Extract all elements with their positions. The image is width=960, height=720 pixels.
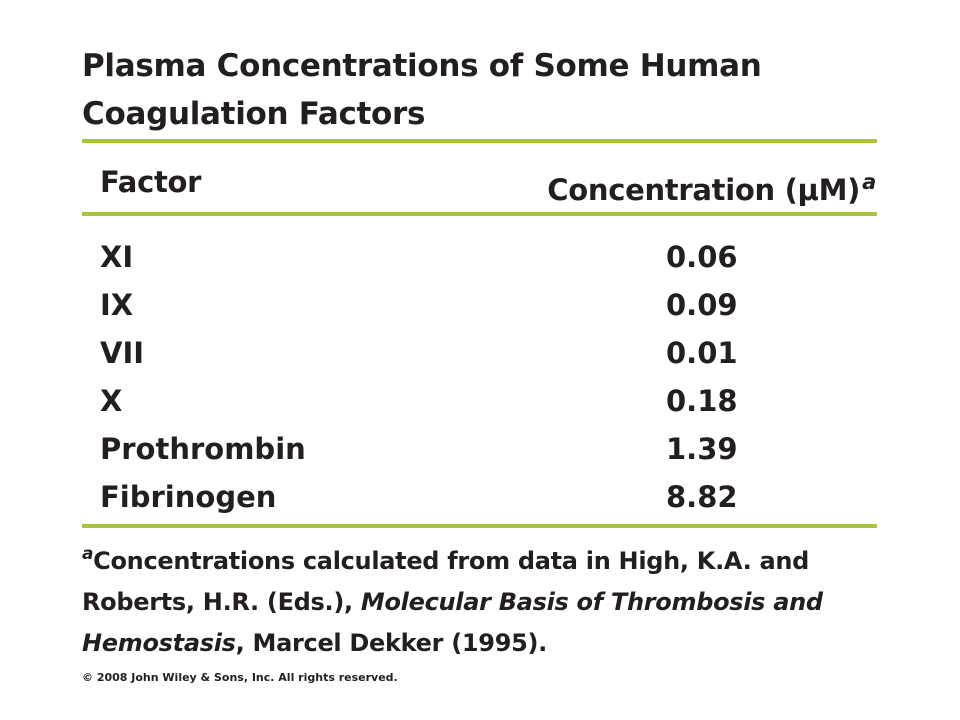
factor-name: IX bbox=[100, 288, 134, 322]
title-line-2: Coagulation Factors bbox=[82, 96, 426, 132]
factor-concentration: 8.82 bbox=[666, 480, 738, 514]
footnote bbox=[82, 534, 902, 664]
top-divider bbox=[82, 139, 877, 143]
factor-column-header: Factor bbox=[100, 165, 202, 199]
factor-concentration: 0.18 bbox=[666, 384, 738, 418]
factor-name: Fibrinogen bbox=[100, 480, 277, 514]
table-row bbox=[100, 473, 800, 521]
footnote-book-title: Molecular Basis of Thrombosis and Hemostasis bbox=[82, 588, 823, 657]
factor-concentration: 0.06 bbox=[666, 240, 738, 274]
factor-concentration: 1.39 bbox=[666, 432, 738, 466]
concentration-footnote-marker: a bbox=[862, 170, 876, 194]
table-row bbox=[100, 377, 800, 425]
table-row bbox=[100, 281, 800, 329]
factor-name: VII bbox=[100, 336, 145, 370]
table-row bbox=[100, 425, 800, 473]
factor-name: XI bbox=[100, 240, 134, 274]
factor-concentration: 0.01 bbox=[666, 336, 738, 370]
factor-name: X bbox=[100, 384, 123, 418]
footnote-marker: a bbox=[82, 544, 94, 564]
footnote-text-end: , Marcel Dekker (1995). bbox=[235, 629, 547, 657]
table-row bbox=[100, 329, 800, 377]
copyright-notice: © 2008 John Wiley & Sons, Inc. All rights reserved. bbox=[82, 671, 398, 684]
concentration-header-label: Concentration (μM) bbox=[547, 173, 861, 207]
title-line-1: Plasma Concentrations of Some Human bbox=[82, 48, 762, 84]
factor-table-body bbox=[100, 233, 800, 521]
factor-name: Prothrombin bbox=[100, 432, 306, 466]
bottom-divider bbox=[82, 524, 877, 528]
concentration-column-header bbox=[547, 160, 876, 212]
page-title bbox=[82, 42, 882, 138]
table-row bbox=[100, 233, 800, 281]
factor-concentration: 0.09 bbox=[666, 288, 738, 322]
header-divider bbox=[82, 212, 877, 216]
footnote-text-start: Concentrations calculated from data in High, K.A. and Roberts, H.R. (Eds.), bbox=[82, 547, 810, 616]
